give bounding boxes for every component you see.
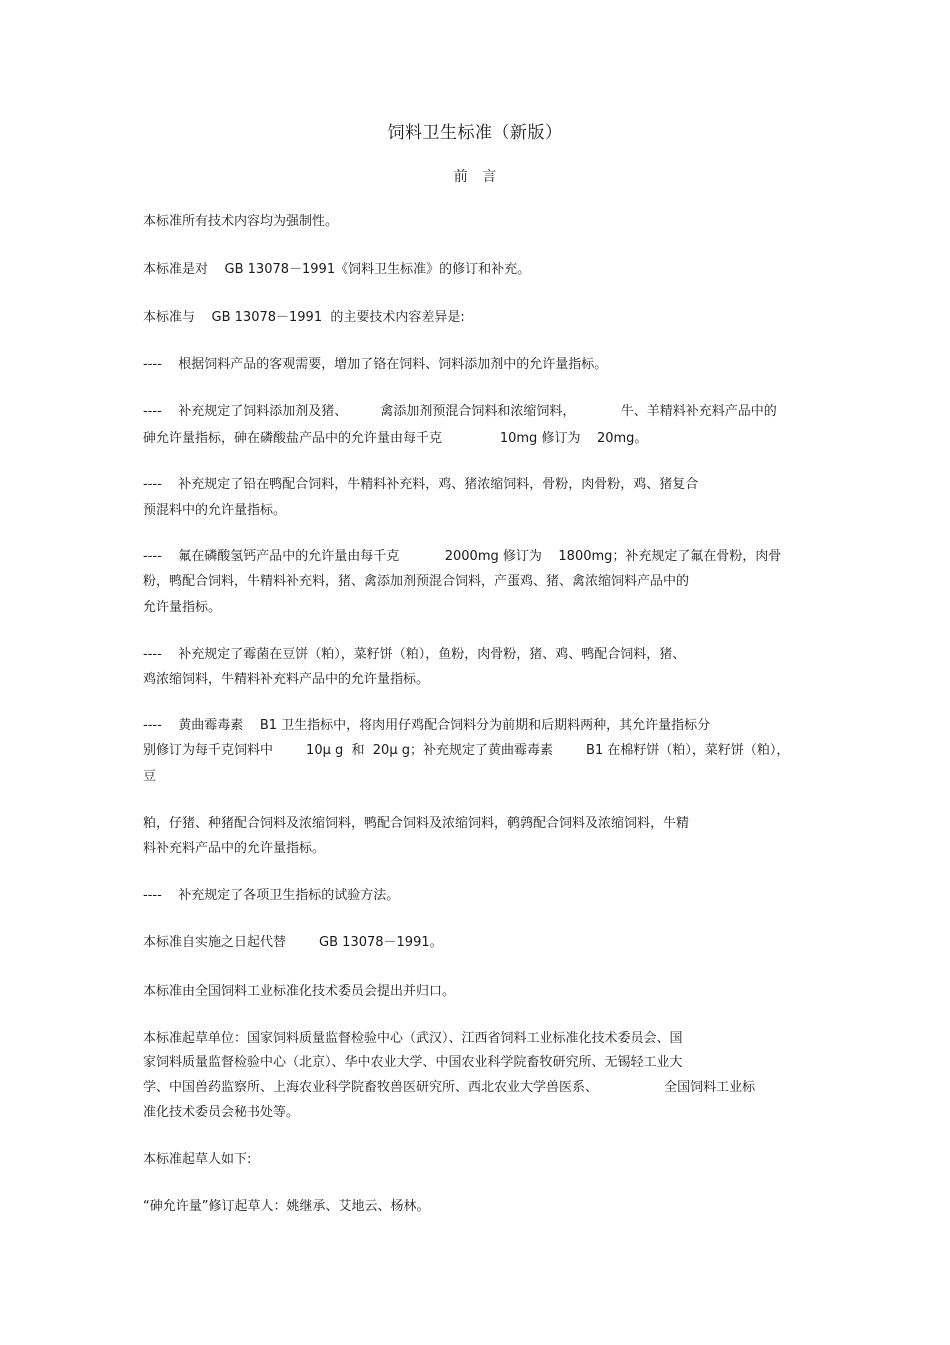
paragraph-line: 学、中国兽药监察所、上海农业科学院畜牧兽医研究所、西北农业大学兽医系、 全国饲料工业标 — [143, 1080, 756, 1095]
paragraph-line: 本标准是对 GB 13078－1991《饲料卫生标准》的修订和补充。 — [143, 262, 531, 277]
paragraph-line: 本标准由全国饲料工业标准化技术委员会提出并归口。 — [143, 984, 456, 999]
paragraph-line: 家饲料质量监督检验中心（北京）、华中农业大学、中国农业科学院畜牧研究所、无锡轻工业大 — [143, 1055, 683, 1070]
paragraph-line: 准化技术委员会秘书处等。 — [143, 1105, 300, 1120]
paragraph-line: 料补充料产品中的允许量指标。 — [143, 841, 326, 856]
paragraph-line: 豆 — [143, 769, 157, 784]
paragraph-line: ---- 补充规定了各项卫生指标的试验方法。 — [143, 888, 400, 903]
section-heading: 前 言 — [453, 169, 497, 185]
paragraph-line: ---- 补充规定了铅在鸭配合饲料，牛精料补充料，鸡、猪浓缩饲料，骨粉，肉骨粉，鸡、猪复合 — [143, 477, 699, 492]
paragraph-line: 砷允许量指标，砷在磷酸盐产品中的允许量由每千克 10mg 修订为 20mg。 — [143, 431, 648, 446]
paragraph-line: ---- 补充规定了霉菌在豆饼（粕），菜籽饼（粕），鱼粉，肉骨粉，猪、鸡、鸭配合饲料，猪、 — [143, 647, 686, 662]
paragraph-line: 鸡浓缩饲料，牛精料补充料产品中的允许量指标。 — [143, 672, 430, 687]
document-title: 饲料卫生标准（新版） — [387, 123, 563, 143]
paragraph-line: ---- 补充规定了饲料添加剂及猪、 禽添加剂预混合饲料和浓缩饲料， 牛、羊精料补充料产品中的 — [143, 404, 777, 419]
paragraph-line: 预混料中的允许量指标。 — [143, 503, 287, 518]
paragraph-line: 本标准起草单位：国家饲料质量监督检验中心（武汉）、江西省饲料工业标准化技术委员会、国 — [143, 1031, 683, 1046]
paragraph-line: 粕，仔猪、种猪配合饲料及浓缩饲料，鸭配合饲料及浓缩饲料，鹌鹑配合饲料及浓缩饲料，牛精 — [143, 816, 690, 831]
paragraph-line: 允许量指标。 — [143, 600, 222, 615]
paragraph-line: 本标准与 GB 13078－1991 的主要技术内容差异是: — [143, 310, 465, 325]
paragraph-line: 本标准所有技术内容均为强制性。 — [143, 214, 339, 229]
paragraph-line: ---- 黄曲霉毒素 B1 卫生指标中，将肉用仔鸡配合饲料分为前期和后期料两种，其允许量指标分 — [143, 718, 711, 733]
paragraph-line: ---- 根据饲料产品的客观需要，增加了铬在饲料、饲料添加剂中的允许量指标。 — [143, 357, 608, 372]
paragraph-line: 别修订为每千克饲料中 10μ g 和 20μ g；补充规定了黄曲霉毒素 B1 在棉籽饼（粕），菜籽饼（粕）， — [143, 743, 790, 758]
paragraph-line: 本标准起草人如下: — [143, 1152, 252, 1167]
paragraph-line: 本标准自实施之日起代替 GB 13078－1991。 — [143, 935, 443, 950]
paragraph-line: ---- 氟在磷酸氢钙产品中的允许量由每千克 2000mg 修订为 1800mg；补充规定了氟在骨粉，肉骨 — [143, 549, 782, 564]
paragraph-line: “砷允许量”修订起草人：姚继承、艾地云、杨林。 — [143, 1199, 430, 1214]
paragraph-line: 粉，鸭配合饲料，牛精料补充料，猪、禽添加剂预混合饲料，产蛋鸡、猪、禽浓缩饲料产品中的 — [143, 574, 690, 589]
